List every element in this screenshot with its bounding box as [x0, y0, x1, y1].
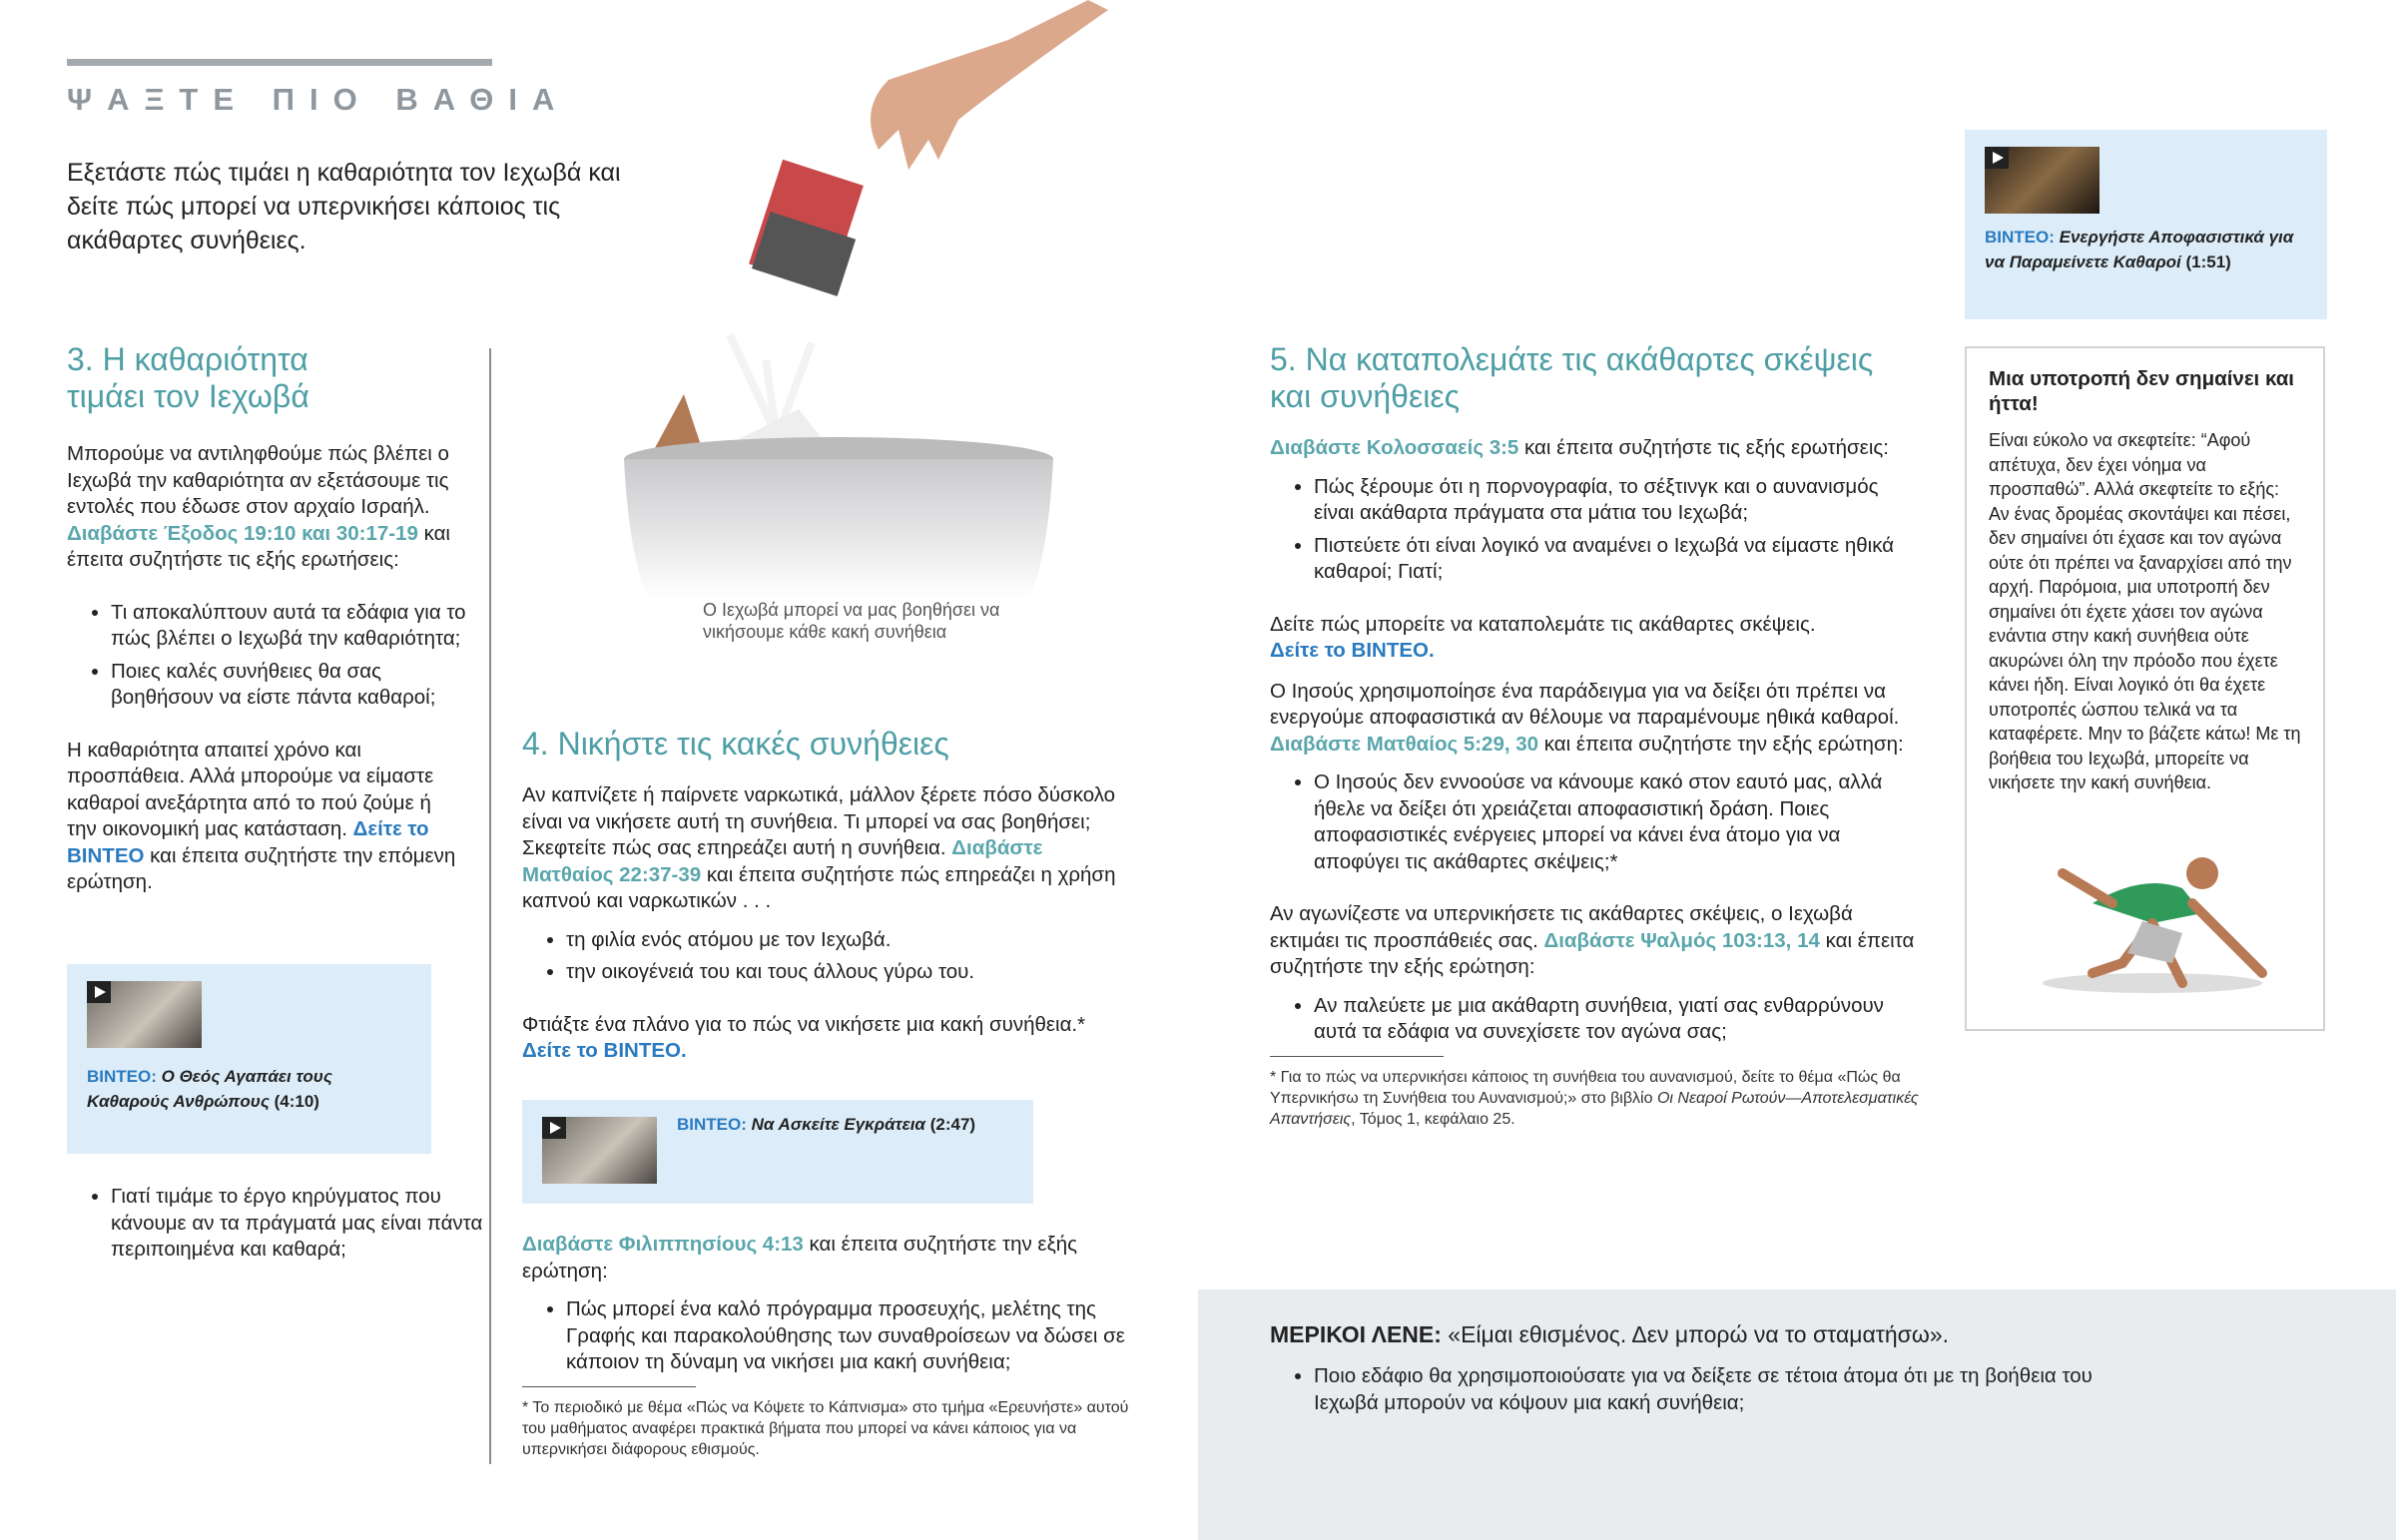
footnote-rule	[1270, 1056, 1444, 1057]
question-item: • τη φιλία ενός ατόμου με τον Ιεχωβά.	[566, 927, 1131, 954]
video-thumbnail[interactable]	[87, 981, 202, 1048]
text: και έπειτα συζητήστε την επόμενη ερώτηση.	[67, 843, 456, 893]
hand-icon	[871, 0, 1108, 170]
section-4-paragraph-3	[522, 1232, 1131, 1284]
video-card[interactable]	[1965, 130, 2327, 319]
video-duration: (2:47)	[929, 1115, 976, 1134]
section-5-title: 5. Να καταπολεμάτε τις ακάθαρτες σκέψεις και συνήθειες	[1270, 341, 1874, 414]
text: Αν αγωνίζεστε να υπερνικήσετε τις ακάθαρτες σκέψεις, ο Ιεχωβά εκτιμάει τις προσπάθειές σας.	[1270, 902, 1853, 952]
text: και έπειτα συζητήστε την εξής ερώτηση:	[1270, 928, 1915, 978]
question-item: • Αν παλεύετε με μια ακάθαρτη συνήθεια, γιατί σας ενθαρρύνουν αυτά τα εδάφια να συνεχίσετε τον αγώνα σας;	[1314, 993, 1919, 1046]
text: Φτιάξτε ένα πλάνο για το πώς να νικήσετε μια κακή συνήθεια.*	[522, 1012, 1086, 1036]
video-name: Να Ασκείτε Εγκράτεια	[751, 1115, 925, 1134]
section-4-title: 4. Νικήστε τις κακές συνήθειες	[522, 726, 949, 762]
section-4-paragraph-2	[522, 1012, 1131, 1065]
question-list	[67, 1184, 510, 1270]
text: Δείτε πώς μπορείτε να καταπολεμάτε τις ακάθαρτες σκέψεις.	[1270, 612, 1816, 636]
question-item: • Ποιες καλές συνήθειες θα σας βοηθήσουν να είστε πάντα καθαροί;	[111, 659, 466, 712]
play-icon[interactable]	[542, 1117, 566, 1139]
watch-video-link[interactable]: Δείτε το ΒΙΝΤΕΟ.	[522, 1039, 687, 1062]
question-list	[1270, 1363, 2142, 1422]
section-5-paragraph-2	[1270, 612, 1919, 665]
question-item: • Ποιο εδάφιο θα χρησιμοποιούσατε για να δείξετε σε τέτοια άτομα ότι με τη βοήθεια του Ιεχωβά μπορούν να κόψουν μια κακή συνήθεια;	[1314, 1363, 2142, 1416]
video-duration: (1:51)	[2185, 253, 2231, 271]
scripture-link[interactable]: Διαβάστε Ματθαίος 22:37-39	[522, 836, 1043, 886]
section-3-paragraph-2	[67, 738, 466, 896]
video-name: Ενεργήστε Αποφασιστικά για να Παραμείνετε Καθαροί	[1985, 228, 2294, 271]
section-5	[1270, 341, 1919, 1130]
intro-text: Εξετάστε πώς τιμάει η καθαριότητα τον Ιεχωβά και δείτε πώς μπορεί να υπερνικήσει κάποιος τις ακάθαρτες συνήθειες.	[67, 159, 621, 255]
some-say-quote: «Είμαι εθισμένος. Δεν μπορώ να το σταματήσω».	[1441, 1321, 1949, 1347]
section-kicker: ΨΑΞΤΕ ΠΙΟ ΒΑΘΙΑ	[67, 82, 570, 117]
section-3-title: 3. Η καθαριότητα τιμάει τον Ιεχωβά	[67, 341, 309, 414]
text: και έπειτα συζητήστε την εξής ερώτηση:	[522, 1233, 1078, 1283]
relapse-box-title: Μια υποτροπή δεν σημαίνει και ήττα!	[1989, 367, 2294, 415]
text: * Για το πώς να υπερνικήσει κάποιος τη συνήθεια του αυνανισμού, δείτε το θέμα «Πώς θα Υπερνικήσω τη Συνήθεια του Αυνανισμού;» στο βιβλίο	[1270, 1068, 1901, 1107]
video-title	[87, 1064, 406, 1114]
section-4-continued	[522, 1232, 1131, 1460]
section-3-paragraph	[67, 441, 466, 574]
scripture-link[interactable]: Διαβάστε Ματθαίος 5:29, 30	[1270, 732, 1539, 756]
watch-video-link[interactable]: Δείτε το ΒΙΝΤΕΟ.	[1270, 639, 1435, 662]
video-label: ΒΙΝΤΕΟ:	[1985, 228, 2055, 247]
header-rule	[67, 59, 492, 66]
video-thumbnail[interactable]	[542, 1117, 657, 1184]
text: και έπειτα συζητήστε πώς επηρεάζει η χρήση καπνού και ναρκωτικών . . .	[522, 862, 1116, 912]
question-item: • Πώς ξέρουμε ότι η πορνογραφία, το σέξτινγκ και ο αυνανισμός είναι ακάθαρτα πράγματα στα μάτια του Ιεχωβά;	[1314, 474, 1919, 527]
section-5-paragraph-4	[1270, 901, 1919, 981]
footnote	[1270, 1067, 1919, 1130]
video-title	[677, 1112, 1016, 1137]
video-name: Ο Θεός Αγαπάει τους Καθαρούς Ανθρώπους	[87, 1067, 332, 1111]
scripture-link[interactable]: Διαβάστε Κολοσσαείς 3:5	[1270, 436, 1519, 459]
question-item: • την οικογένειά του και τους άλλους γύρω του.	[566, 959, 1131, 986]
scripture-link[interactable]: Διαβάστε Έξοδος 19:10 και 30:17-19	[67, 521, 418, 545]
text: και έπειτα συζητήστε την εξής ερώτηση:	[1538, 732, 1904, 756]
section-4	[522, 726, 1131, 1091]
section-3	[67, 341, 466, 922]
question-item: • Πιστεύετε ότι είναι λογικό να αναμένει ο Ιεχωβά να είμαστε ηθικά καθαροί; Γιατί;	[1314, 533, 1919, 586]
text: , Τόμος 1, κεφάλαιο 25.	[1351, 1110, 1515, 1128]
relapse-box-text: Είναι εύκολο να σκεφτείτε: “Αφού απέτυχα, δεν έχει νόημα να προσπαθώ”. Αλλά σκεφτείτε το εξής: Αν ένας δρομέας σκοντάψει και πέσει, δεν σημαίνει ότι έχασε και τον αγώνα ούτε ότι πρέπει να ξαναρχίσει από την αρχή. Παρόμοια, μια υποτροπή δεν σημαίνει ότι έχετε χάσει τον αγώνα ενάντια στην κακή συνήθεια ούτε ακυρώνει όλη την πρόοδο που έχετε κάνει ήδη. Είναι λογικό ότι θα έχετε υποτροπές ώσπου τελικά να τα καταφέρετε. Μην το βάζετε κάτω! Με τη βοήθεια του Ιεχωβά, μπορείτε να νικήσετε την κακή συνήθεια.	[1989, 430, 2301, 792]
image-caption: Ο Ιεχωβά μπορεί να μας βοηθήσει να νικήσουμε κάθε κακή συνήθεια	[703, 600, 1000, 642]
question-item: • Γιατί τιμάμε το έργο κηρύγματος που κάνουμε αν τα πράγματά μας είναι πάντα περιποιημένα και καθαρά;	[111, 1184, 510, 1264]
section-4-paragraph	[522, 782, 1131, 915]
text: Ο Ιησούς χρησιμοποίησε ένα παράδειγμα για να δείξει ότι πρέπει να ενεργούμε αποφασιστικά αν θέλουμε να παραμένουμε ηθικά καθαροί.	[1270, 679, 1900, 729]
some-say-line	[1270, 1319, 1949, 1349]
video-label: ΒΙΝΤΕΟ:	[87, 1067, 157, 1086]
section-5-paragraph-3	[1270, 679, 1919, 759]
question-list	[1270, 474, 1919, 586]
video-card[interactable]	[67, 964, 431, 1154]
question-item: • Τι αποκαλύπτουν αυτά τα εδάφια για το πώς βλέπει ο Ιεχωβά την καθαριότητα;	[111, 600, 466, 653]
watch-video-link[interactable]: Δείτε το ΒΙΝΤΕΟ	[67, 817, 429, 867]
video-title	[1985, 225, 2304, 274]
some-say-label: ΜΕΡΙΚΟΙ ΛΕΝΕ:	[1270, 1321, 1442, 1347]
footnote-rule	[522, 1386, 696, 1387]
question-list	[67, 600, 466, 712]
trash-can-illustration	[589, 0, 1108, 599]
section-5-paragraph	[1270, 435, 1919, 462]
play-icon[interactable]	[1985, 147, 2009, 169]
text: και έπειτα συζητήστε τις εξής ερωτήσεις:	[67, 521, 450, 571]
video-card[interactable]	[522, 1100, 1033, 1204]
question-item: • Πώς μπορεί ένα καλό πρόγραμμα προσευχής, μελέτης της Γραφής και παρακολούθησης των συναθροίσεων να δώσει σε κάποιον τη δύναμη να νικήσει μια κακή συνήθεια;	[566, 1296, 1131, 1376]
play-icon[interactable]	[87, 981, 111, 1003]
video-duration: (4:10)	[274, 1092, 319, 1111]
relapse-box	[1965, 346, 2325, 1031]
question-list	[522, 1296, 1131, 1376]
text: και έπειτα συζητήστε τις εξής ερωτήσεις:	[1518, 436, 1889, 459]
text: Αν καπνίζετε ή παίρνετε ναρκωτικά, μάλλον ξέρετε πόσο δύσκολο είναι να νικήσετε αυτή τη συνήθεια. Τι μπορεί να σας βοηθήσει; Σκεφτείτε πώς σας επηρεάζει αυτή η συνήθεια.	[522, 783, 1116, 859]
video-label: ΒΙΝΤΕΟ:	[677, 1115, 747, 1134]
book-title: Οι Νεαροί Ρωτούν—Αποτελεσματικές Απαντήσεις	[1270, 1089, 1919, 1128]
scripture-link[interactable]: Διαβάστε Φιλιππησίους 4:13	[522, 1233, 804, 1256]
question-list	[1270, 770, 1919, 875]
question-list	[1270, 993, 1919, 1046]
column-divider	[489, 348, 491, 1464]
some-say-panel	[1198, 1289, 2396, 1540]
video-thumbnail[interactable]	[1985, 147, 2099, 214]
footnote: * Το περιοδικό με θέμα «Πώς να Κόψετε το Κάπνισμα» στο τμήμα «Ερευνήστε» αυτού του μαθήματος αναφέρει πρακτικά βήματα που μπορεί να κάνει κάποιος για να υπερνικήσει διάφορους εθισμούς.	[522, 1398, 1129, 1458]
text: Μπορούμε να αντιληφθούμε πώς βλέπει ο Ιεχωβά την καθαριότητα αν εξετάσουμε τις εντολές που έδωσε στον αρχαίο Ισραήλ.	[67, 442, 449, 518]
text: Η καθαριότητα απαιτεί χρόνο και προσπάθεια. Αλλά μπορούμε να είμαστε καθαροί ανεξάρτητα από το πού ζούμε ή την οικονομική μας κατάσταση.	[67, 738, 434, 840]
scripture-link[interactable]: Διαβάστε Ψαλμός 103:13, 14	[1543, 928, 1820, 952]
question-item: • Ο Ιησούς δεν εννοούσε να κάνουμε κακό στον εαυτό μας, αλλά ήθελε να δείξει ότι χρειάζεται αποφασιστική δράση. Ποιες αποφασιστικές ενέργειες μπορεί να κάνει ένα άτομο για να αποφύγει τις ακάθαρτες σκέψεις;*	[1314, 770, 1919, 875]
runner-illustration	[2033, 833, 2272, 998]
question-list	[522, 927, 1131, 986]
